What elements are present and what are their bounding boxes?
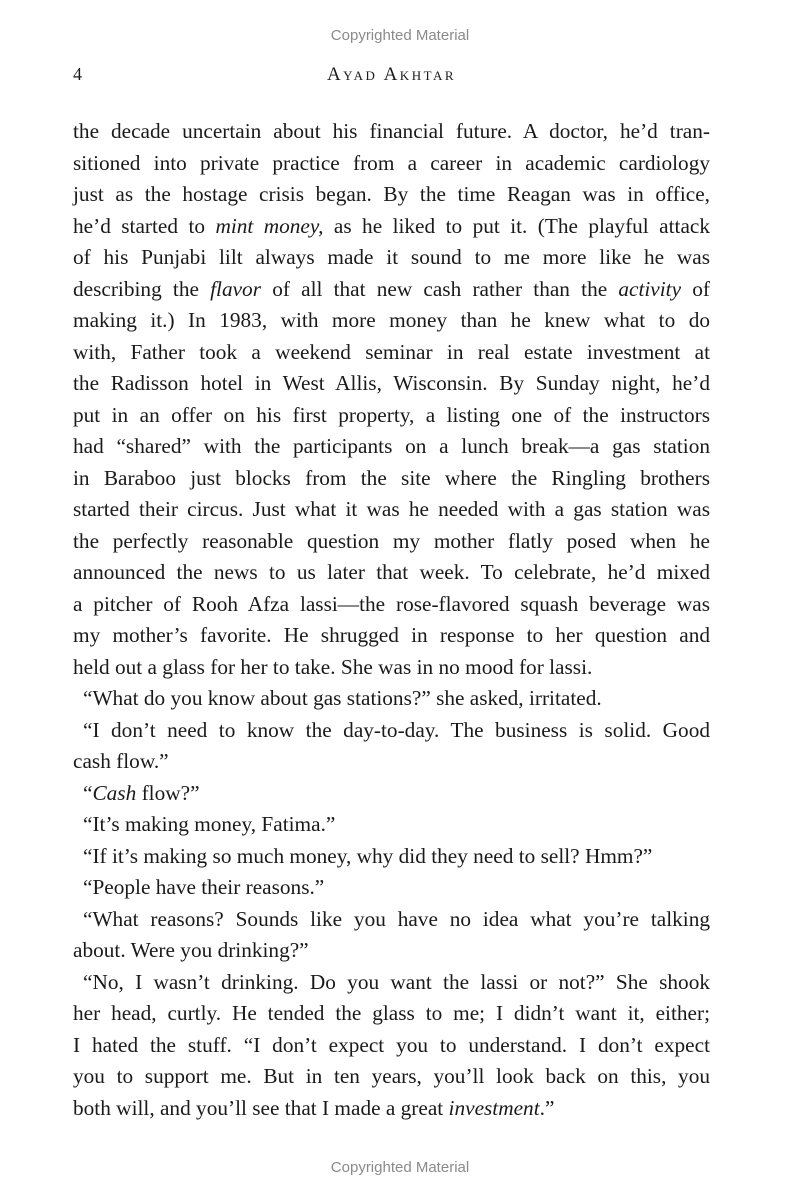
text-line (73, 274, 710, 306)
text-line (73, 967, 710, 999)
text-line (73, 904, 710, 936)
text-line (73, 746, 710, 778)
text-line (73, 400, 710, 432)
text-segment: .” (539, 1095, 555, 1120)
text-segment: of (681, 276, 710, 301)
text-segment: the Radisson hotel in West Allis, Wisconsin. By Sunday night, he’d (73, 371, 710, 395)
text-segment: of all that new cash rather than the (261, 276, 619, 301)
body-text (73, 116, 710, 1124)
text-segment: her head, curtly. He tended the glass to me; I didn’t want it, either; (73, 1001, 710, 1025)
text-segment: the decade uncertain about his financial future. A doctor, he’d tran- (73, 119, 710, 143)
italic-text: activity (618, 276, 682, 301)
text-segment: “What do you know about gas stations?” she asked, irritated. (83, 686, 602, 710)
italic-text: flavor (210, 276, 261, 301)
text-line (73, 179, 710, 211)
text-line (73, 620, 710, 652)
text-line (73, 683, 710, 715)
text-line (73, 148, 710, 180)
text-line (73, 557, 710, 589)
text-segment: as he liked to put it. (The playful attack (323, 213, 710, 238)
text-line (73, 652, 710, 684)
text-segment: “People have their reasons.” (83, 875, 325, 899)
text-line (73, 1093, 710, 1125)
text-segment: “I don’t need to know the day-to-day. The business is solid. Good (83, 717, 710, 742)
text-segment: announced the news to us later that week. To celebrate, he’d mixed (73, 560, 710, 584)
text-line (73, 526, 710, 558)
text-segment: the perfectly reasonable question my mother flatly posed when he (73, 528, 710, 553)
text-line (73, 809, 710, 841)
text-segment: just as the hostage crisis began. By the time Reagan was in office, (73, 182, 710, 206)
text-segment: both will, and you’ll see that I made a great (73, 1095, 449, 1120)
text-segment: held out a glass for her to take. She was in no mood for lassi. (73, 654, 593, 679)
text-line (73, 841, 710, 873)
text-line (73, 778, 710, 810)
text-segment: “It’s making money, Fatima.” (83, 812, 336, 836)
copyright-watermark-bottom: Copyrighted Material (330, 1159, 470, 1176)
text-segment: he’d started to (73, 213, 216, 238)
text-line (73, 337, 710, 369)
text-segment: about. Were you drinking?” (73, 938, 309, 962)
text-segment: a pitcher of Rooh Afza lassi—the rose-flavored squash beverage was (73, 591, 710, 616)
text-segment: with, Father took a weekend seminar in real estate investment at (73, 339, 710, 364)
text-segment: my mother’s favorite. He shrugged in response to her question and (73, 623, 710, 647)
text-line (73, 872, 710, 904)
text-segment: sitioned into private practice from a career in academic cardiology (73, 150, 710, 175)
text-line (73, 1030, 710, 1062)
italic-text: mint money, (215, 213, 324, 238)
text-line (73, 242, 710, 274)
running-head (73, 64, 710, 90)
text-segment: describing the (73, 276, 211, 301)
text-segment: started their circus. Just what it was he needed with a gas station was (73, 497, 710, 521)
text-line (73, 463, 710, 495)
text-line (73, 715, 710, 747)
text-line (73, 1061, 710, 1093)
italic-text: investment (448, 1095, 540, 1120)
text-segment: “If it’s making so much money, why did they need to sell? Hmm?” (83, 843, 653, 868)
text-segment: of his Punjabi lilt always made it sound to me more like he was (73, 245, 710, 269)
text-line (73, 305, 710, 337)
text-line (73, 589, 710, 621)
copyright-watermark-top: Copyrighted Material (330, 27, 470, 44)
text-line (73, 431, 710, 463)
text-segment: I hated the stuff. “I don’t expect you to understand. I don’t expect (73, 1032, 710, 1057)
text-line (73, 935, 710, 967)
italic-text: Cash (92, 780, 137, 805)
author-name: Ayad Akhtar (326, 64, 457, 85)
text-segment: in Baraboo just blocks from the site where the Ringling brothers (73, 465, 710, 490)
text-line (73, 494, 710, 526)
text-segment: put in an offer on his first property, a listing one of the instructors (73, 402, 710, 427)
text-line (73, 998, 710, 1030)
text-line (73, 211, 710, 243)
text-line (73, 116, 710, 148)
text-segment: “What reasons? Sounds like you have no idea what you’re talking (83, 906, 710, 931)
text-segment: had “shared” with the participants on a lunch break—a gas station (73, 434, 710, 458)
text-segment: making it.) In 1983, with more money than he knew what to do (73, 308, 710, 332)
text-segment: you to support me. But in ten years, you’ll look back on this, you (73, 1064, 710, 1088)
text-segment: flow?” (136, 780, 200, 805)
page-number: 4 (73, 64, 82, 84)
text-segment: “No, I wasn’t drinking. Do you want the lassi or not?” She shook (83, 969, 710, 994)
text-segment: “ (83, 780, 93, 805)
text-line (73, 368, 710, 400)
text-segment: cash flow.” (73, 749, 169, 773)
